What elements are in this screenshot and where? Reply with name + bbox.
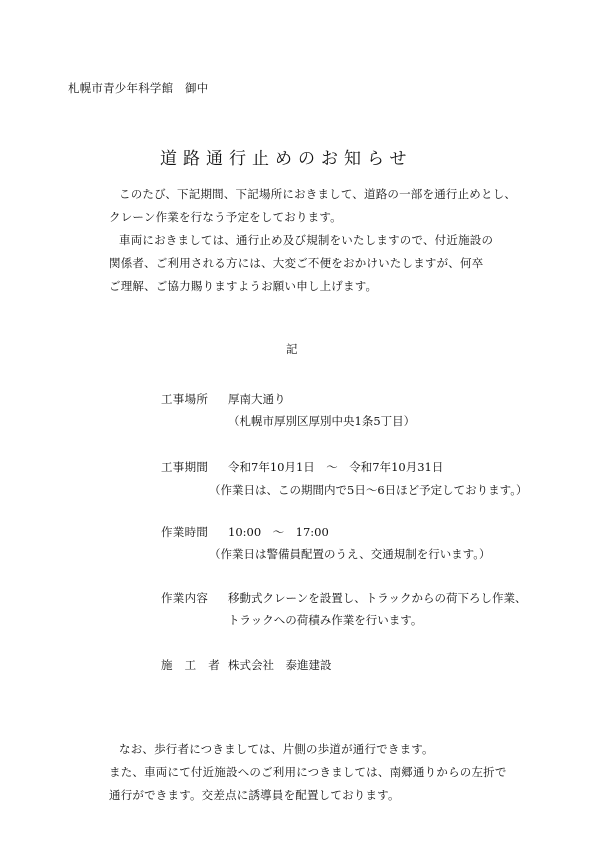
work-value: 移動式クレーンを設置し、トラックからの荷下ろし作業、 <box>228 591 527 605</box>
closing-line-2: また、車両にて付近施設へのご利用につきましては、南郷通りからの左折で <box>109 765 507 779</box>
intro-line-5: ご理解、ご協力賜りますようお願い申し上げます。 <box>109 279 378 293</box>
period-label: 工事期間 <box>161 460 209 474</box>
hours-note: （作業日は警備員配置のうえ、交通規制を行います。） <box>209 547 491 561</box>
closing-line-3: 通行ができます。交差点に誘導員を配置しております。 <box>109 788 400 802</box>
location-value: 厚南大通り <box>228 392 286 406</box>
page-title: 道路通行止めのお知らせ <box>160 149 413 169</box>
intro-line-3: 車両におきましては、通行止め及び規制をいたしますので、付近施設の <box>119 233 494 247</box>
intro-line-4: 関係者、ご利用される方には、大変ご不便をおかけいたしますが、何卒 <box>109 256 484 270</box>
hours-label: 作業時間 <box>161 525 209 539</box>
intro-line-2: クレーン作業を行なう予定をしております。 <box>109 210 342 224</box>
period-value: 令和7年10月1日 ～ 令和7年10月31日 <box>228 460 444 474</box>
closing-line-1: なお、歩行者につきましては、片側の歩道が通行できます。 <box>119 742 434 756</box>
recipient: 札幌市青少年科学館 御中 <box>68 81 209 95</box>
period-note: （作業日は、この期間内で5日～6日ほど予定しております。） <box>209 483 528 497</box>
work-note: トラックへの荷積み作業を行います。 <box>228 613 423 627</box>
ki-heading: 記 <box>286 342 298 356</box>
intro-line-1: このたび、下記期間、下記場所におきまして、道路の一部を通行止めとし、 <box>119 187 517 201</box>
contractor-value: 株式会社 泰進建設 <box>228 658 332 672</box>
work-label: 作業内容 <box>161 591 209 605</box>
location-label: 工事場所 <box>161 392 209 406</box>
location-note: （札幌市厚別区厚別中央1条5丁目） <box>228 414 416 428</box>
hours-value: 10:00 ～ 17:00 <box>228 525 329 539</box>
contractor-label: 施 工 者 <box>161 658 220 672</box>
